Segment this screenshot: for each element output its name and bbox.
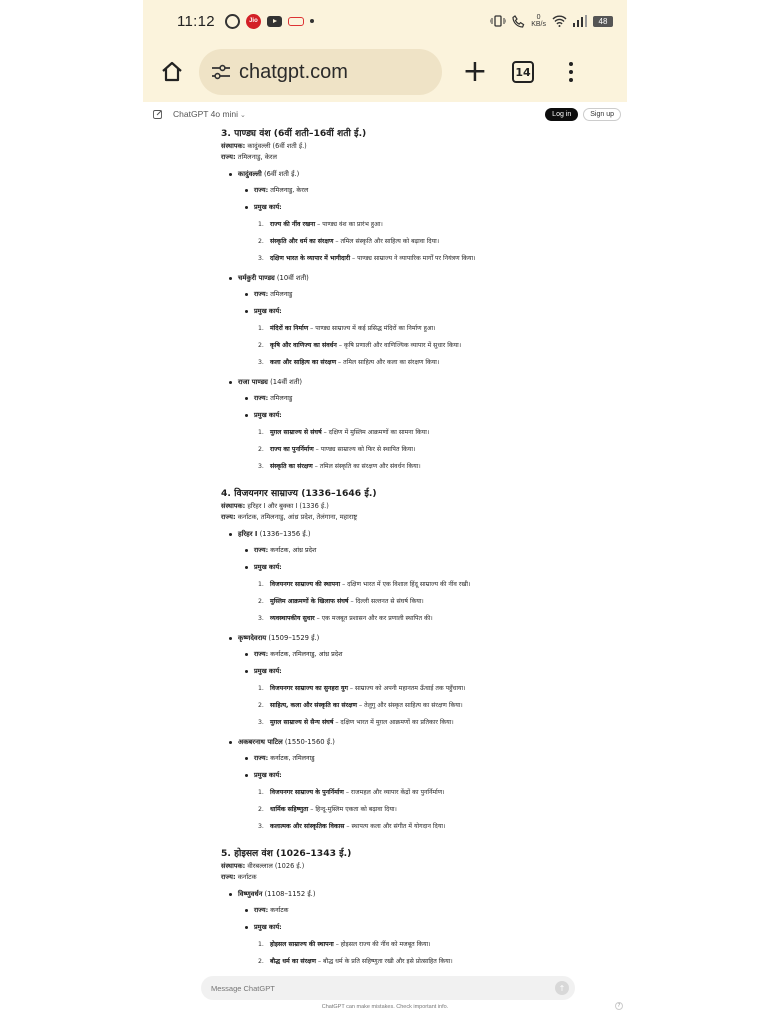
work-desc: – स्थापत्य कला और संगीत में योगदान दिया। — [344, 823, 446, 830]
works-heading — [221, 407, 561, 424]
works-heading — [221, 303, 561, 320]
works-label: प्रमुख कार्य: — [254, 563, 282, 571]
founder-value: कादुंवल्ली (6वीं शती ई.) — [245, 142, 307, 150]
status-bar — [143, 0, 627, 42]
wifi-icon — [552, 15, 567, 27]
state-label: राज्य: — [254, 546, 269, 554]
tab-switcher-button[interactable]: 14 — [512, 61, 534, 83]
works-heading — [221, 559, 561, 576]
new-tab-button[interactable]: + — [462, 54, 488, 89]
works-label: प्रमुख कार्य: — [254, 307, 282, 315]
right-gutter — [627, 0, 768, 1024]
work-item — [221, 424, 561, 441]
bullet-icon — [229, 893, 232, 896]
arrow-up-icon: ↑ — [558, 983, 566, 993]
menu-dot-icon — [569, 70, 573, 74]
model-selector[interactable] — [173, 109, 246, 119]
ruler-item — [221, 526, 561, 542]
states-label: राज्य: — [221, 873, 236, 881]
work-item — [221, 784, 561, 801]
state-value: तमिलनाडु — [268, 290, 293, 298]
work-number: 3. — [258, 359, 264, 366]
ruler-period: (1336–1356 ई.) — [257, 530, 311, 538]
state-label: राज्य: — [254, 290, 269, 298]
state-value: कर्नाटक, तमिलनाडु — [268, 754, 315, 762]
work-item — [221, 337, 561, 354]
work-number: 3. — [258, 255, 264, 262]
work-item — [221, 801, 561, 818]
menu-dot-icon — [569, 62, 573, 66]
work-item — [221, 680, 561, 697]
ruler-state — [221, 750, 561, 767]
work-number: 2. — [258, 806, 264, 813]
ruler-name: विष्णुवर्धन — [238, 890, 263, 898]
ruler-period: (10वीं शती) — [274, 274, 309, 282]
whatsapp-icon — [225, 14, 240, 29]
ruler-state — [221, 286, 561, 303]
work-desc: – दिल्ली सल्तनत से संघर्ष किया। — [348, 598, 424, 605]
work-number: 1. — [258, 941, 264, 948]
work-title: दक्षिण भारत के व्यापार में भागीदारी — [270, 255, 351, 262]
founder-value: वीरबल्लाल (1026 ई.) — [245, 862, 305, 870]
work-title: होइसल साम्राज्य की स्थापना — [270, 941, 334, 948]
work-title: मुग़ल साम्राज्य से संघर्ष — [270, 429, 322, 436]
new-chat-icon[interactable] — [153, 109, 163, 119]
work-title: कला और साहित्य का संरक्षण — [270, 359, 337, 366]
work-title: बौद्ध धर्म का संरक्षण — [270, 958, 317, 965]
menu-dot-icon — [569, 78, 573, 82]
section-title: 3. पाण्ड्य वंश (6वीं शती–16वीं शती ई.) — [221, 128, 367, 139]
site-settings-icon[interactable] — [211, 64, 231, 80]
founder-line — [221, 501, 561, 512]
signal-icon — [573, 15, 587, 27]
states-value: कर्नाटक, तमिलनाडु, आंध्र प्रदेश, तेलंगाना, महाराष्ट्र — [235, 513, 358, 521]
section-title: 4. विजयनगर साम्राज्य (1336–1646 ई.) — [221, 488, 377, 499]
call-icon — [512, 15, 525, 28]
login-button[interactable]: Log in — [545, 108, 578, 121]
work-title: राज्य का पुनर्निर्माण — [270, 446, 314, 453]
works-label: प्रमुख कार्य: — [254, 923, 282, 931]
works-heading — [221, 767, 561, 784]
work-desc: – पाण्ड्य साम्राज्य को फिर से स्थापित किया। — [313, 446, 416, 453]
works-heading — [221, 919, 561, 936]
bullet-icon — [245, 909, 248, 912]
ruler-name: हरिहर I — [238, 530, 258, 538]
signup-button[interactable]: Sign up — [583, 108, 621, 121]
work-title: कृषि और वाणिज्य का संवर्धन — [270, 342, 337, 349]
work-title: व्यवस्थापकीय सुधार — [270, 615, 315, 622]
state-value: कर्नाटक — [268, 906, 289, 914]
work-title: मुग़ल साम्राज्य से सैन्य संघर्ष — [270, 719, 334, 726]
bullet-icon — [245, 310, 248, 313]
bullet-icon — [245, 549, 248, 552]
founder-value: हरिहर I और बुक्का I (1336 ई.) — [245, 502, 329, 510]
work-number: 2. — [258, 958, 264, 965]
bullet-icon — [245, 757, 248, 760]
work-title: विजयनगर साम्राज्य का सुनहरा युग — [270, 685, 348, 692]
work-item — [221, 953, 561, 970]
state-value: कर्नाटक, आंध्र प्रदेश — [268, 546, 317, 554]
bullet-icon — [245, 293, 248, 296]
state-label: राज्य: — [254, 906, 269, 914]
work-title: संस्कृति का संरक्षण — [270, 463, 313, 470]
kb-value: 0 — [536, 14, 541, 21]
work-item — [221, 714, 561, 731]
ruler-period: (1509–1529 ई.) — [266, 634, 320, 642]
bullet-icon — [229, 533, 232, 536]
work-number: 3. — [258, 719, 264, 726]
founder-label: संस्थापक: — [221, 502, 246, 510]
ruler-state — [221, 390, 561, 407]
network-speed — [531, 14, 546, 28]
work-number: 3. — [258, 823, 264, 830]
work-number: 3. — [258, 615, 264, 622]
ruler-name: कादुंवल्ली — [238, 170, 262, 178]
work-desc: – पाण्ड्य साम्राज्य ने व्यापारिक मार्गों पर नियंत्रण किया। — [350, 255, 476, 262]
work-number: 2. — [258, 238, 264, 245]
bullet-icon — [245, 670, 248, 673]
work-desc: – तमिल साहित्य और कला का संरक्षण किया। — [336, 359, 440, 366]
vibrate-icon — [490, 15, 506, 27]
states-label: राज्य: — [221, 153, 236, 161]
work-title: साहित्य, कला और संस्कृति का संरक्षण — [270, 702, 358, 709]
model-name: ChatGPT 4o mini — [173, 109, 239, 119]
works-heading — [221, 199, 561, 216]
message-composer[interactable] — [201, 976, 575, 1000]
work-item — [221, 697, 561, 714]
work-desc: – तमिल संस्कृति और साहित्य को बढ़ावा दिया। — [333, 238, 440, 245]
ruler-period: (1550-1560 ई.) — [282, 738, 335, 746]
state-label: राज्य: — [254, 650, 269, 658]
work-desc: – राजमहल और व्यापार केंद्रों का पुनर्निर्माण। — [343, 789, 445, 796]
ruler-item — [221, 630, 561, 646]
work-desc: – तेलुगु और संस्कृत साहित्य का संरक्षण किया। — [357, 702, 463, 709]
ruler-item — [221, 166, 561, 182]
work-item — [221, 441, 561, 458]
work-item — [221, 354, 561, 371]
bullet-icon — [229, 173, 232, 176]
work-item — [221, 250, 561, 267]
work-title: राज्य की नींव रखना — [270, 221, 316, 228]
ruler-name: चर्मकुरी पाण्ड्य — [238, 274, 275, 282]
work-desc: – कृषि प्रणाली और वाणिज्यिक व्यापार में सुधार किया। — [336, 342, 462, 349]
phone-screen — [143, 0, 627, 1024]
work-desc: – एक मजबूत प्रशासन और कर प्रणाली स्थापित की। — [314, 615, 433, 622]
bullet-icon — [245, 206, 248, 209]
work-title: धार्मिक सहिष्णुता — [270, 806, 309, 813]
bullet-icon — [245, 566, 248, 569]
work-number: 2. — [258, 446, 264, 453]
ruler-item — [221, 886, 561, 902]
work-title: विजयनगर साम्राज्य की स्थापना — [270, 581, 341, 588]
section-title: 5. होइसल वंश (1026–1343 ई.) — [221, 848, 352, 859]
ruler-state — [221, 182, 561, 199]
bullet-icon — [229, 277, 232, 280]
states-line — [221, 872, 561, 883]
car-icon — [288, 17, 304, 26]
ruler-name: राजा पाण्ड्य — [238, 378, 268, 386]
ruler-state — [221, 646, 561, 663]
works-label: प्रमुख कार्य: — [254, 203, 282, 211]
bullet-icon — [245, 189, 248, 192]
status-time: 11:12 — [177, 12, 215, 30]
ruler-item — [221, 374, 561, 390]
chat-header — [143, 104, 627, 124]
browser-menu-button[interactable] — [568, 62, 574, 82]
work-number: 1. — [258, 789, 264, 796]
bullet-icon — [245, 926, 248, 929]
bullet-icon — [229, 741, 232, 744]
founder-line — [221, 141, 561, 152]
work-item — [221, 458, 561, 475]
work-title: मंदिरों का निर्माण — [270, 325, 309, 332]
home-button[interactable] — [157, 57, 187, 87]
chevron-down-icon: ⌄ — [240, 112, 246, 119]
state-value: तमिलनाडु — [268, 394, 293, 402]
battery-icon: 48 — [593, 16, 613, 27]
work-item — [221, 576, 561, 593]
send-button[interactable] — [555, 981, 569, 995]
bullet-icon — [245, 653, 248, 656]
work-number: 2. — [258, 598, 264, 605]
jio-icon: Jio — [246, 14, 261, 29]
work-desc: – दक्षिण में मुस्लिम आक्रमणों का सामना किया। — [321, 429, 430, 436]
work-desc: – पाण्ड्य वंश का प्रारंभ हुआ। — [315, 221, 383, 228]
chat-response — [221, 126, 561, 970]
kb-unit: KB/s — [531, 21, 546, 28]
works-heading — [221, 663, 561, 680]
work-desc: – दक्षिण भारत में एक विशाल हिंदू साम्राज्य की नींव रखी। — [340, 581, 471, 588]
founder-label: संस्थापक: — [221, 142, 246, 150]
disclaimer: ChatGPT can make mistakes. Check important info. — [321, 1004, 449, 1010]
work-number: 2. — [258, 702, 264, 709]
states-label: राज्य: — [221, 513, 236, 521]
work-number: 1. — [258, 221, 264, 228]
help-button[interactable]: ? — [615, 1002, 623, 1010]
work-title: विजयनगर साम्राज्य के पुनर्निर्माण — [270, 789, 344, 796]
ruler-name: कृष्णदेवराय — [238, 634, 267, 642]
founder-line — [221, 861, 561, 872]
state-label: राज्य: — [254, 754, 269, 762]
works-label: प्रमुख कार्य: — [254, 771, 282, 779]
work-item — [221, 593, 561, 610]
bullet-icon — [245, 774, 248, 777]
work-number: 1. — [258, 581, 264, 588]
address-bar[interactable] — [199, 49, 442, 95]
work-title: संस्कृति और धर्म का संरक्षण — [270, 238, 334, 245]
state-label: राज्य: — [254, 394, 269, 402]
states-value: कर्नाटक — [235, 873, 257, 881]
ruler-period: (1108–1152 ई.) — [262, 890, 316, 898]
work-title: कलात्मक और सांस्कृतिक विकास — [270, 823, 345, 830]
youtube-icon — [267, 16, 282, 27]
work-item — [221, 216, 561, 233]
work-number: 1. — [258, 685, 264, 692]
work-number: 1. — [258, 325, 264, 332]
work-title: मुस्लिम आक्रमणों के खिलाफ संघर्ष — [270, 598, 349, 605]
work-item — [221, 320, 561, 337]
bullet-icon — [245, 397, 248, 400]
work-desc: – हिन्दू-मुस्लिम एकता को बढ़ावा दिया। — [308, 806, 397, 813]
ruler-state — [221, 542, 561, 559]
works-label: प्रमुख कार्य: — [254, 411, 282, 419]
ruler-name: अकबरनाथ पाटिल — [238, 738, 283, 746]
ruler-item — [221, 734, 561, 750]
bullet-icon — [229, 637, 232, 640]
work-item — [221, 936, 561, 953]
work-item — [221, 818, 561, 835]
ruler-item — [221, 270, 561, 286]
ruler-state — [221, 902, 561, 919]
work-desc: – बौद्ध धर्म के प्रति सहिष्णुता रखी और इसे प्रोत्साहित किया। — [316, 958, 453, 965]
states-line — [221, 152, 561, 163]
status-right — [490, 14, 613, 28]
states-line — [221, 512, 561, 523]
work-number: 1. — [258, 429, 264, 436]
bullet-icon — [245, 414, 248, 417]
work-item — [221, 233, 561, 250]
browser-toolbar — [143, 42, 627, 102]
works-label: प्रमुख कार्य: — [254, 667, 282, 675]
state-label: राज्य: — [254, 186, 269, 194]
message-input[interactable] — [211, 984, 511, 993]
work-desc: – होइसल राज्य की नींव को मजबूत किया। — [333, 941, 431, 948]
state-value: तमिलनाडु, केरल — [268, 186, 309, 194]
work-number: 3. — [258, 463, 264, 470]
ruler-period: (14वीं शती) — [267, 378, 303, 386]
work-desc: – तमिल संस्कृति का संरक्षण और संवर्धन किया। — [312, 463, 421, 470]
url-text[interactable]: chatgpt.com — [239, 60, 348, 83]
states-value: तमिलनाडु, केरल — [235, 153, 277, 161]
state-value: कर्नाटक, तमिलनाडु, आंध्र प्रदेश — [268, 650, 343, 658]
work-number: 2. — [258, 342, 264, 349]
bullet-icon — [229, 381, 232, 384]
work-item — [221, 610, 561, 627]
founder-label: संस्थापक: — [221, 862, 246, 870]
notification-dot-icon — [310, 19, 314, 23]
left-gutter — [0, 0, 143, 1024]
ruler-period: (6वीं शती ई.) — [261, 170, 300, 178]
home-icon — [160, 60, 184, 84]
work-desc: – पाण्ड्य साम्राज्य में कई प्रसिद्ध मंदिरों का निर्माण हुआ। — [308, 325, 436, 332]
work-desc: – साम्राज्य को अपनी महानतम ऊँचाई तक पहुँचाया। — [347, 685, 466, 692]
work-desc: – दक्षिण भारत में मुग़ल आक्रमणों का प्रतिकार किया। — [333, 719, 454, 726]
